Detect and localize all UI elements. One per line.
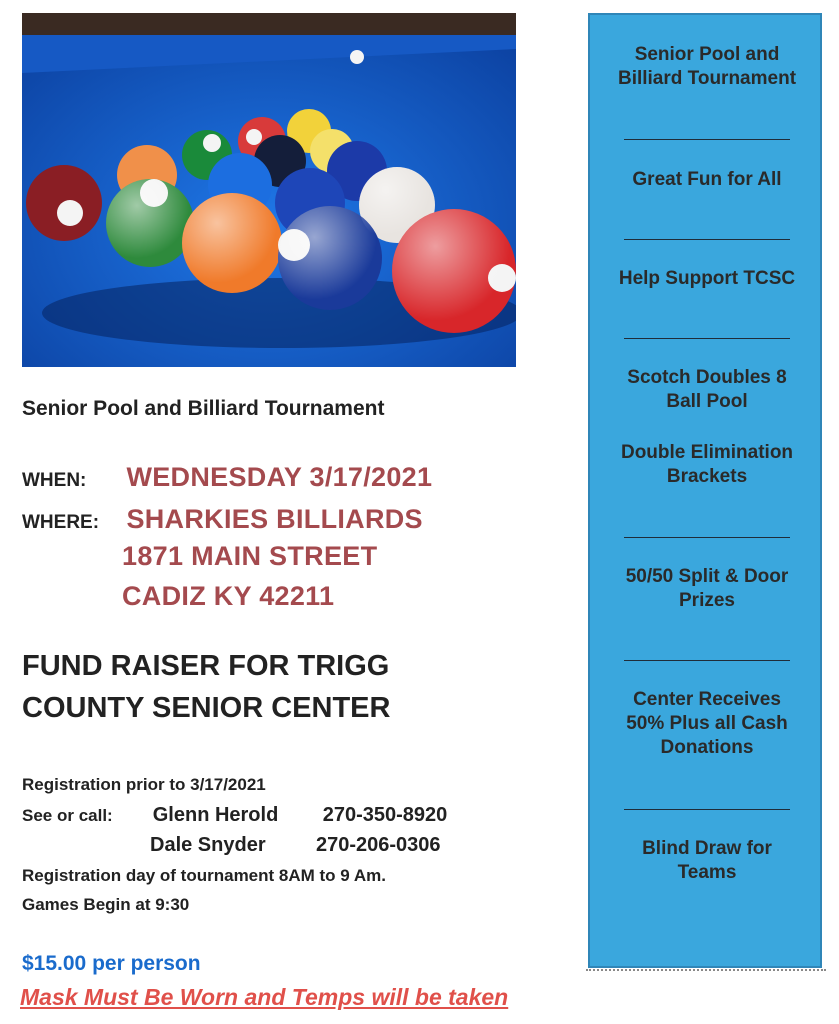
info-sidebar bbox=[588, 13, 822, 968]
sidebar-item-scotch-doubles bbox=[590, 366, 824, 414]
contact-phone-1: 270-350-8920 bbox=[322, 804, 448, 826]
sidebar-item-prizes bbox=[590, 565, 824, 613]
sidebar-text-line: Center Receives bbox=[633, 689, 781, 710]
contact-name-1: Glenn Herold bbox=[152, 804, 279, 826]
registration-prior: Registration prior to 3/17/2021 bbox=[22, 775, 266, 794]
contact-row-2 bbox=[150, 834, 441, 857]
sidebar-text-line: Billiard Tournament bbox=[617, 68, 797, 89]
sidebar-item-brackets bbox=[590, 441, 824, 489]
fundraiser-line-2: COUNTY SENIOR CENTER bbox=[22, 692, 391, 724]
when-row bbox=[22, 462, 432, 493]
contact-phone-2: 270-206-0306 bbox=[316, 834, 441, 856]
where-row bbox=[22, 504, 423, 535]
price: $15.00 per person bbox=[22, 952, 201, 975]
sidebar-item-fun bbox=[590, 168, 824, 192]
when-label: WHEN: bbox=[22, 470, 87, 491]
fundraiser-line-1: FUND RAISER FOR TRIGG bbox=[22, 650, 390, 682]
sidebar-item-center-receives bbox=[590, 688, 824, 760]
sidebar-divider bbox=[624, 660, 790, 661]
sidebar-text-line: Blind Draw for bbox=[642, 838, 772, 859]
sidebar-bottom-border bbox=[586, 969, 826, 975]
sidebar-text-line: Double Elimination bbox=[620, 442, 794, 463]
sidebar-divider bbox=[624, 809, 790, 810]
when-value: WEDNESDAY 3/17/2021 bbox=[126, 462, 433, 492]
where-venue: SHARKIES BILLIARDS bbox=[126, 504, 423, 534]
mask-notice: Mask Must Be Worn and Temps will be taken bbox=[20, 984, 509, 1010]
sidebar-text-line: 50% Plus all Cash bbox=[626, 713, 788, 734]
sidebar-item-blind-draw bbox=[590, 837, 824, 885]
sidebar-item-title bbox=[590, 43, 824, 91]
billiard-balls-photo bbox=[22, 13, 516, 367]
sidebar-text-line: Brackets bbox=[666, 466, 748, 487]
where-label: WHERE: bbox=[22, 512, 100, 533]
tournament-title: Senior Pool and Billiard Tournament bbox=[22, 397, 385, 420]
where-street: 1871 MAIN STREET bbox=[122, 541, 378, 571]
contact-row-1 bbox=[22, 804, 447, 827]
sidebar-text-line: Scotch Doubles 8 bbox=[627, 367, 787, 388]
sidebar-divider bbox=[624, 537, 790, 538]
fundraiser-heading bbox=[22, 645, 390, 729]
sidebar-divider bbox=[624, 239, 790, 240]
sidebar-item-support bbox=[590, 267, 824, 291]
sidebar-divider bbox=[624, 139, 790, 140]
contact-name-2: Dale Snyder bbox=[150, 834, 266, 856]
games-begin: Games Begin at 9:30 bbox=[22, 895, 190, 914]
sidebar-text-line: Prizes bbox=[679, 590, 735, 611]
see-or-call-label: See or call: bbox=[22, 806, 113, 825]
where-city: CADIZ KY 42211 bbox=[122, 581, 335, 611]
sidebar-text-line: 50/50 Split & Door bbox=[625, 566, 789, 587]
sidebar-text-line: Great Fun for All bbox=[632, 169, 782, 190]
sidebar-text-line: Donations bbox=[660, 737, 754, 758]
sidebar-text-line: Help Support TCSC bbox=[618, 268, 796, 289]
sidebar-text-line: Senior Pool and bbox=[634, 44, 780, 65]
registration-day: Registration day of tournament 8AM to 9 Am. bbox=[22, 866, 386, 885]
sidebar-divider bbox=[624, 338, 790, 339]
sidebar-text-line: Teams bbox=[677, 862, 737, 883]
sidebar-text-line: Ball Pool bbox=[666, 391, 748, 412]
